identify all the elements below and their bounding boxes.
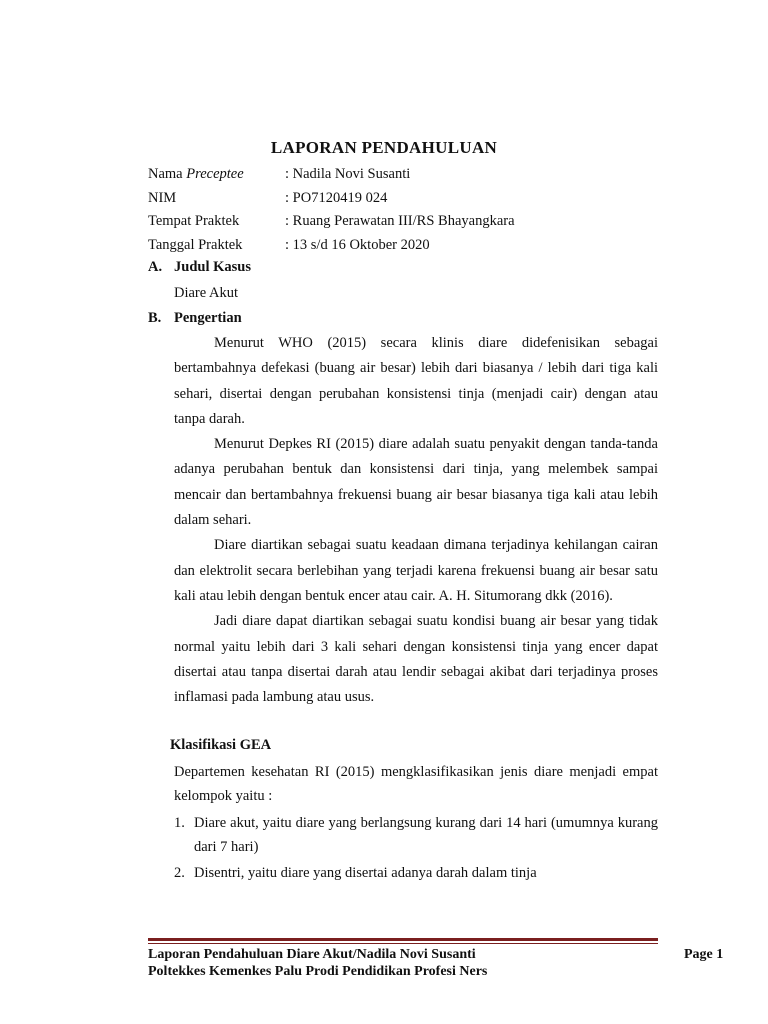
info-value-nim: : PO7120419 024 — [285, 190, 388, 206]
info-value-nama: : Nadila Novi Susanti — [285, 166, 411, 182]
footer-line-1: Laporan Pendahuluan Diare Akut/Nadila Novi Susanti — [148, 947, 476, 962]
info-label-nim: NIM — [148, 190, 177, 206]
klasifikasi-title: Klasifikasi GEA — [170, 737, 272, 753]
paragraph: Menurut WHO (2015) secara klinis diare didefenisikan sebagai bertambahnya defekasi (buang air besar) lebih dari biasanya / lebih dari tiga kali sehari, disertai dengan perubahan konsistensi tinja (menjadi cair) dengan atau tanpa darah. — [174, 335, 658, 427]
document-title: LAPORAN PENDAHULUAN — [270, 138, 498, 157]
list-text: Diare akut, yaitu diare yang berlangsung kurang dari 14 hari (umumnya kurang dari 7 hari) — [194, 815, 658, 855]
section-a-letter: A. — [148, 259, 163, 275]
paragraph: Diare diartikan sebagai suatu keadaan dimana terjadinya kehilangan cairan dan elektrolit secara berlebihan yang terjadi karena frekuensi buang air besar satu kali atau lebih dengan bentuk encer atau cair. A. H. Situmorang dkk (2016). — [174, 537, 658, 604]
section-b-title: Pengertian — [174, 310, 242, 326]
footer-rule-thin — [148, 943, 658, 944]
list-item — [174, 811, 658, 859]
page-number: Page 1 — [684, 947, 724, 962]
info-value-tempat: : Ruang Perawatan III/RS Bhayangkara — [285, 213, 515, 229]
section-b-letter: B. — [148, 310, 162, 326]
paragraph: Jadi diare dapat diartikan sebagai suatu kondisi buang air besar yang tidak normal yaitu lebih dari 3 kali sehari dengan konsistensi tinja yang encer dapat disertai atau tanpa disertai darah atau lendir sebagai akibat dari terjadinya proses inflamasi pada lambung atau usus. — [174, 613, 658, 706]
info-value-tanggal: : 13 s/d 16 Oktober 2020 — [285, 237, 430, 253]
footer-rule — [148, 938, 658, 941]
info-label-tempat: Tempat Praktek — [148, 213, 240, 229]
footer-line-2: Poltekkes Kemenkes Palu Prodi Pendidikan Profesi Ners — [148, 964, 488, 979]
list-text: Disentri, yaitu diare yang disertai adanya darah dalam tinja — [194, 865, 537, 881]
info-label-nama: Nama Preceptee — [148, 166, 244, 182]
section-a-content: Diare Akut — [174, 285, 239, 301]
list-item — [174, 861, 658, 885]
section-b-body — [174, 331, 658, 710]
paragraph: Menurut Depkes RI (2015) diare adalah suatu penyakit dengan tanda-tanda adanya perubahan bentuk dan konsistensi dari tinja, yang melembek sampai mencair dan bertambahnya frekuensi buang air besar biasanya tiga kali atau lebih dalam sehari. — [174, 436, 658, 529]
klasifikasi-intro: Departemen kesehatan RI (2015) mengklasifikasikan jenis diare menjadi empat kelompok yaitu : — [174, 764, 658, 804]
section-a-title: Judul Kasus — [174, 259, 251, 275]
list-number: 2. — [174, 865, 185, 881]
info-label-tanggal: Tanggal Praktek — [148, 237, 243, 253]
list-number: 1. — [174, 815, 185, 831]
